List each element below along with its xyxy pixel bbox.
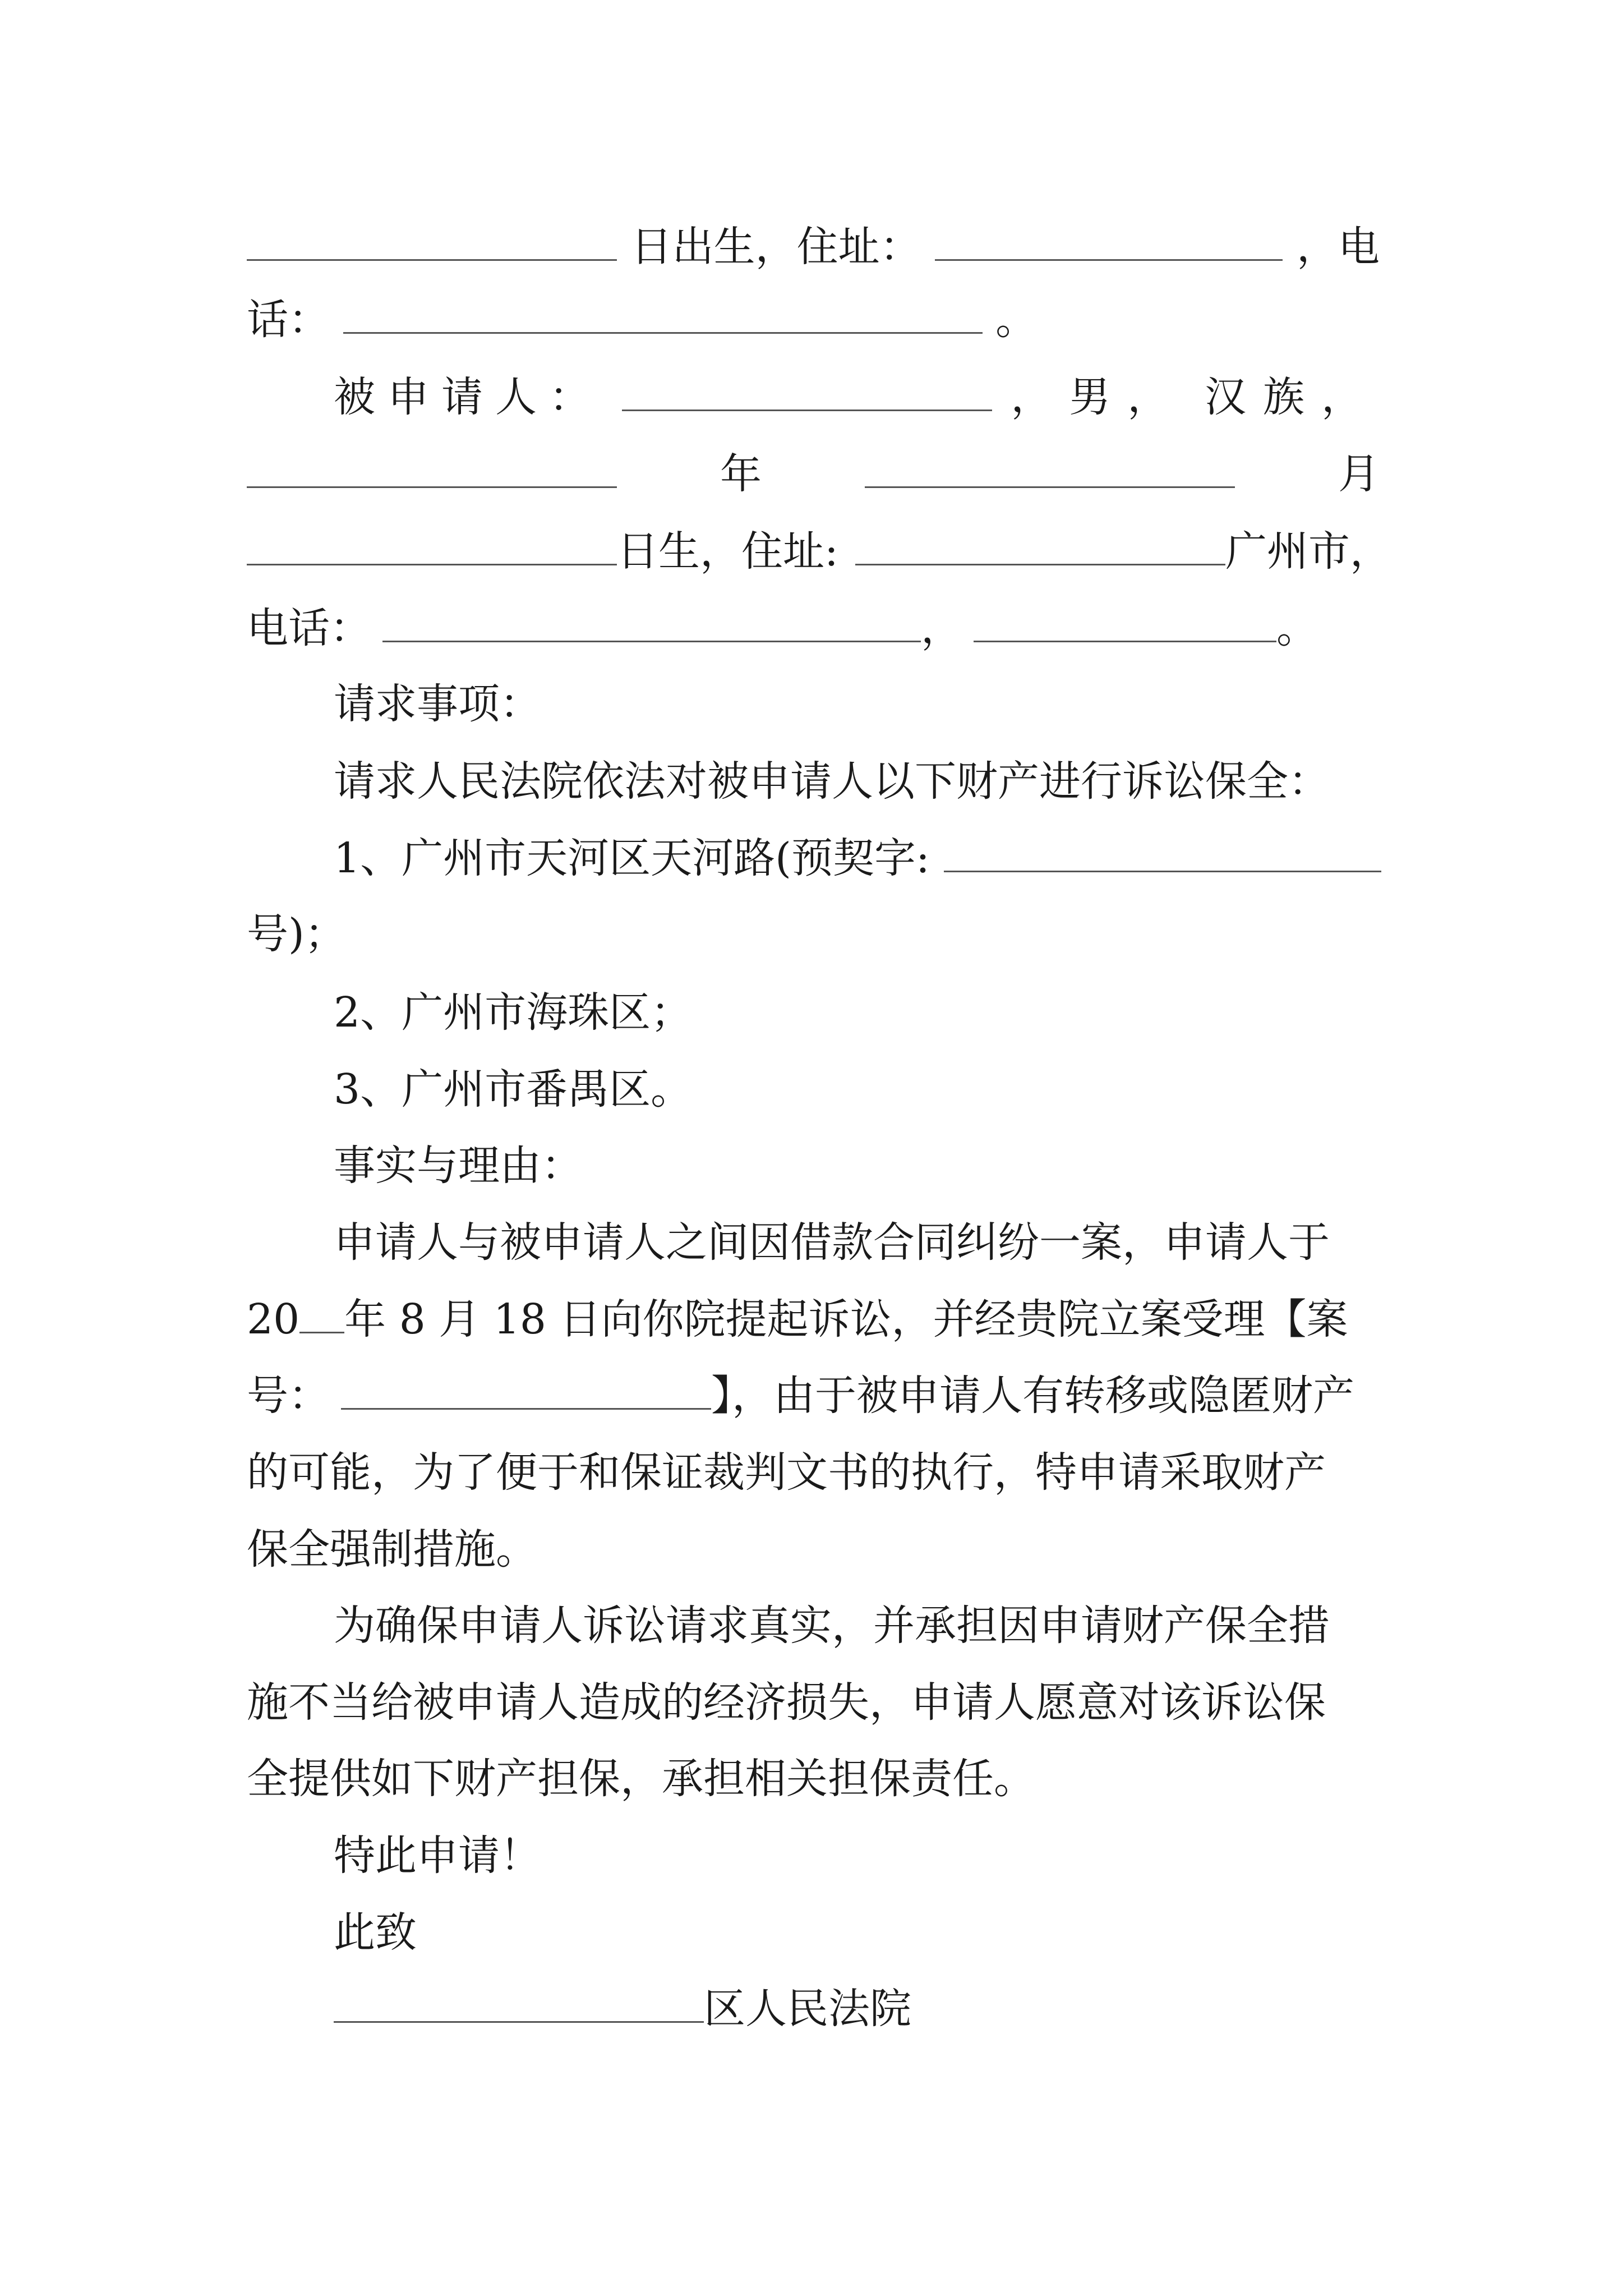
facts-paragraph-1-line-3 [247, 1359, 1380, 1432]
closing-line: 特此申请！ [334, 1832, 541, 1880]
claim-item-1-tail: 号)； [247, 910, 346, 958]
facts-paragraph-1-line-2 [247, 1283, 1380, 1356]
claim-item-1-text: 1、广州市天河区天河路(预契字: [334, 834, 930, 882]
claims-intro: 请求人民法院依法对被申请人以下财产进行诉讼保全： [334, 757, 1330, 806]
respondent-phone-end: 。 [1276, 604, 1318, 652]
respondent-extra-blank [974, 604, 1276, 642]
facts-paragraph-1-line-4: 的可能，为了便于和保证裁判文书的执行，特申请采取财产 [247, 1448, 1326, 1497]
respondent-label: 被申请人： [334, 373, 603, 421]
birth-year-blank [247, 449, 617, 488]
birth-date-blank [247, 222, 617, 261]
court-district-blank [334, 1984, 704, 2023]
birth-address-line [247, 210, 1380, 283]
phone-blank [343, 295, 983, 334]
year-suffix-blank [299, 1295, 344, 1333]
facts-paragraph-1-line-5: 保全强制措施。 [247, 1525, 537, 1573]
claims-heading: 请求事项： [334, 680, 541, 728]
phone-label-end: 话： [247, 296, 330, 344]
respondent-phone-line [247, 592, 1380, 665]
case-number-tail: 】，由于被申请人有转移或隐匿财产 [711, 1372, 1354, 1420]
respondent-address-label: 日生，住址: [617, 527, 838, 576]
facts-paragraph-2-line-2: 施不当给被申请人造成的经济损失，申请人愿意对该诉讼保 [247, 1678, 1326, 1727]
case-number-blank [341, 1371, 711, 1410]
respondent-ethnicity: 汉族， [1204, 373, 1380, 421]
facts-paragraph-2-line-1: 为确保申请人诉讼请求真实，并承担因申请财产保全措 [334, 1602, 1330, 1650]
year-label: 年 [720, 450, 762, 498]
court-line [334, 1972, 1380, 2045]
facts-heading: 事实与理由： [334, 1142, 583, 1190]
city-label: 广州市， [1225, 527, 1391, 576]
claim-item-3: 3、广州市番禺区。 [334, 1065, 693, 1114]
case-number-label: 号： [247, 1372, 330, 1420]
respondent-address-line [247, 515, 1391, 588]
phone-line [247, 283, 1380, 356]
court-name: 区人民法院 [704, 1985, 911, 2033]
respondent-line [334, 361, 1380, 434]
phone-line-end: 。 [995, 296, 1038, 344]
salutation-line: 此致 [334, 1908, 417, 1957]
birth-year-month-line [247, 438, 1380, 510]
pre-contract-number-blank [944, 834, 1381, 872]
year-prefix: 20 [247, 1295, 300, 1343]
birth-day-blank [247, 527, 617, 565]
phone-label-start: ，电 [1296, 223, 1380, 271]
birth-month-blank [865, 449, 1235, 488]
address-blank [935, 222, 1283, 261]
respondent-gender: ，男， [1011, 373, 1186, 421]
facts-paragraph-1-line-1: 申请人与被申请人之间因借款合同纠纷一案，申请人于 [334, 1218, 1330, 1267]
facts-paragraph-2-line-3: 全提供如下财产担保，承担相关担保责任。 [247, 1755, 1035, 1803]
respondent-name-blank [622, 372, 992, 411]
claim-item-2: 2、广州市海珠区； [334, 988, 693, 1037]
month-label: 月 [1338, 450, 1380, 498]
birth-address-label: 日出生，住址： [630, 223, 921, 271]
respondent-phone-blank [382, 604, 921, 642]
respondent-phone-label: 电话： [247, 604, 371, 652]
respondent-phone-sep: ， [921, 604, 962, 652]
respondent-address-blank [855, 527, 1225, 565]
filing-date-text: 年 8 月 18 日向你院提起诉讼，并经贵院立案受理【案 [344, 1295, 1348, 1343]
claim-item-1 [334, 822, 1380, 895]
